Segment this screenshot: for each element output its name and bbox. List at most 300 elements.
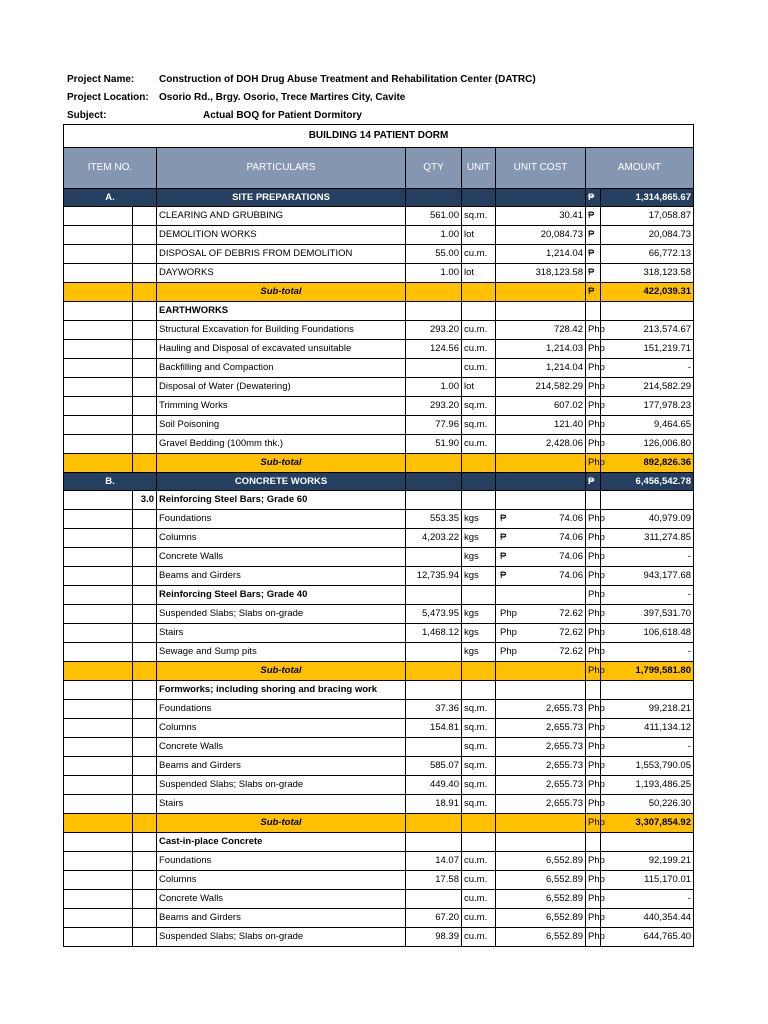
- unit-cost-value: 2,655.73: [546, 741, 583, 752]
- amount-currency: Php: [586, 340, 601, 359]
- group-heading-row: [64, 491, 694, 510]
- qty-cell: [406, 833, 462, 852]
- amount-currency: Php: [586, 529, 601, 548]
- amount-currency: Php: [586, 757, 601, 776]
- item-no-cell: [64, 605, 133, 624]
- particular: Suspended Slabs; Slabs on-grade: [157, 776, 406, 795]
- amount-currency: [586, 833, 601, 852]
- col-item-no: ITEM NO.: [64, 148, 157, 189]
- sub-item-cell: [133, 226, 157, 245]
- item-no-cell: [64, 302, 133, 321]
- particular: Hauling and Disposal of excavated unsuitable: [157, 340, 406, 359]
- sub-item-cell: [133, 700, 157, 719]
- section-item-no: A.: [64, 189, 157, 207]
- amount: -: [601, 359, 694, 378]
- sub-item-number: [133, 833, 157, 852]
- group-heading-row: [64, 586, 694, 605]
- project-location: Osorio Rd., Brgy. Osorio, Trece Martires City, Cavite: [159, 92, 406, 103]
- item-no-cell: [64, 548, 133, 567]
- unit-cost-currency: Php: [500, 627, 517, 638]
- amount: -: [601, 548, 694, 567]
- sub-item-cell: [133, 662, 157, 681]
- table-row: [64, 776, 694, 795]
- unit: sq.m.: [462, 416, 496, 435]
- project-name-label: Project Name:: [67, 74, 135, 85]
- amount-currency: ₱: [586, 226, 601, 245]
- qty: 77.96: [406, 416, 462, 435]
- qty: 5,473.95: [406, 605, 462, 624]
- unit-cost: [496, 567, 586, 586]
- item-no-cell: [64, 359, 133, 378]
- particular: Concrete Walls: [157, 548, 406, 567]
- section-amount: 1,314,865.67: [601, 189, 694, 207]
- subtotal-amount: 892,826.36: [601, 454, 694, 473]
- table-row: [64, 928, 694, 947]
- item-no-cell: [64, 340, 133, 359]
- unit-cost-value: 6,552.89: [546, 931, 583, 942]
- qty: 4,203.22: [406, 529, 462, 548]
- unit: lot: [462, 226, 496, 245]
- sub-item-number: [133, 681, 157, 700]
- unit: kgs: [462, 510, 496, 529]
- sub-item-cell: [133, 264, 157, 283]
- sub-item-number: [133, 302, 157, 321]
- amount-currency: [586, 681, 601, 700]
- section-item-no: B.: [64, 473, 157, 491]
- unit-cost-value: 1,214.04: [546, 248, 583, 259]
- particular: Columns: [157, 719, 406, 738]
- amount: 40,979.09: [601, 510, 694, 529]
- table-row: [64, 245, 694, 264]
- unit: cu.m.: [462, 359, 496, 378]
- amount: 440,354.44: [601, 909, 694, 928]
- unit-cost-value: 2,655.73: [546, 798, 583, 809]
- particular: Beams and Girders: [157, 567, 406, 586]
- amount-currency: Php: [586, 624, 601, 643]
- sub-item-cell: [133, 454, 157, 473]
- particular: Suspended Slabs; Slabs on-grade: [157, 605, 406, 624]
- boq-table: [63, 124, 694, 947]
- unit: sq.m.: [462, 719, 496, 738]
- table-title: BUILDING 14 PATIENT DORM: [64, 125, 694, 148]
- group-heading-row: [64, 302, 694, 321]
- group-heading: EARTHWORKS: [157, 302, 406, 321]
- qty: 1,468.12: [406, 624, 462, 643]
- qty-cell: [406, 662, 462, 681]
- sub-item-cell: [133, 510, 157, 529]
- qty: 98.39: [406, 928, 462, 947]
- particular: Foundations: [157, 700, 406, 719]
- unit-cost-currency: ₱: [500, 513, 507, 524]
- table-row: [64, 567, 694, 586]
- item-no-cell: [64, 833, 133, 852]
- qty: 55.00: [406, 245, 462, 264]
- table-title-row: [64, 125, 694, 148]
- unit-cost-value: 72.62: [559, 608, 583, 619]
- subtotal-label: Sub-total: [157, 454, 406, 473]
- unit: kgs: [462, 529, 496, 548]
- table-row: [64, 700, 694, 719]
- sub-item-cell: [133, 871, 157, 890]
- particular: Concrete Walls: [157, 890, 406, 909]
- table-row: [64, 852, 694, 871]
- unit-cost-cell: [496, 681, 586, 700]
- qty: 154.81: [406, 719, 462, 738]
- amount: 214,582.29: [601, 378, 694, 397]
- sub-item-cell: [133, 378, 157, 397]
- amount: 17,058.87: [601, 207, 694, 226]
- qty-cell: [406, 491, 462, 510]
- unit-cost-value: 74.06: [559, 570, 583, 581]
- amount-currency: Php: [586, 928, 601, 947]
- unit-cost-value: 214,582.29: [535, 381, 583, 392]
- qty: 17.58: [406, 871, 462, 890]
- table-row: [64, 397, 694, 416]
- section-title: CONCRETE WORKS: [157, 473, 406, 491]
- item-no-cell: [64, 814, 133, 833]
- unit: lot: [462, 378, 496, 397]
- qty: 1.00: [406, 378, 462, 397]
- table-row: [64, 624, 694, 643]
- qty: 124.56: [406, 340, 462, 359]
- item-no-cell: [64, 909, 133, 928]
- amount: -: [601, 643, 694, 662]
- qty-cell: [406, 189, 462, 207]
- unit-cell: [462, 491, 496, 510]
- unit: sq.m.: [462, 207, 496, 226]
- particular: Disposal of Water (Dewatering): [157, 378, 406, 397]
- qty: [406, 359, 462, 378]
- qty: 585.07: [406, 757, 462, 776]
- unit: sq.m.: [462, 700, 496, 719]
- amount-currency: Php: [586, 795, 601, 814]
- particular: Beams and Girders: [157, 757, 406, 776]
- amount-currency: Php: [586, 852, 601, 871]
- table-row: [64, 378, 694, 397]
- particular: Stairs: [157, 795, 406, 814]
- unit-cell: [462, 833, 496, 852]
- unit: cu.m.: [462, 435, 496, 454]
- qty-cell: [406, 586, 462, 605]
- unit: cu.m.: [462, 890, 496, 909]
- amount: -: [601, 738, 694, 757]
- amount: 92,199.21: [601, 852, 694, 871]
- qty-cell: [406, 283, 462, 302]
- qty: 293.20: [406, 321, 462, 340]
- amount: 213,574.67: [601, 321, 694, 340]
- unit-cost: [496, 890, 586, 909]
- unit-cost-value: 1,214.04: [546, 362, 583, 373]
- amount: 115,170.01: [601, 871, 694, 890]
- unit-cost: [496, 624, 586, 643]
- unit-cost: [496, 909, 586, 928]
- unit-cost-currency: ₱: [500, 551, 507, 562]
- amount-currency: ₱: [586, 207, 601, 226]
- sub-item-cell: [133, 397, 157, 416]
- group-heading: Reinforcing Steel Bars; Grade 60: [157, 491, 406, 510]
- subtotal-amount: 1,799,581.80: [601, 662, 694, 681]
- subtotal-label: Sub-total: [157, 814, 406, 833]
- unit: sq.m.: [462, 776, 496, 795]
- qty: 553.35: [406, 510, 462, 529]
- unit-cost-value: 607.02: [553, 400, 583, 411]
- amount-currency: Php: [586, 643, 601, 662]
- group-heading: Reinforcing Steel Bars; Grade 40: [157, 586, 406, 605]
- item-no-cell: [64, 681, 133, 700]
- sub-item-cell: [133, 435, 157, 454]
- amount: 411,134.12: [601, 719, 694, 738]
- unit: cu.m.: [462, 928, 496, 947]
- unit-cost-cell: [496, 833, 586, 852]
- qty: 561.00: [406, 207, 462, 226]
- item-no-cell: [64, 776, 133, 795]
- unit-cost: [496, 719, 586, 738]
- section-row: [64, 189, 694, 207]
- col-unit-cost: UNIT COST: [496, 148, 586, 189]
- unit: lot: [462, 264, 496, 283]
- unit-cost-cell: [496, 302, 586, 321]
- section-amount: 6,456,542.78: [601, 473, 694, 491]
- sub-item-cell: [133, 738, 157, 757]
- amount-currency: Php: [586, 510, 601, 529]
- amount-cell: -: [601, 586, 694, 605]
- table-row: [64, 207, 694, 226]
- item-no-cell: [64, 529, 133, 548]
- qty-cell: [406, 454, 462, 473]
- unit-cost: [496, 207, 586, 226]
- unit-cost: [496, 776, 586, 795]
- subtotal-label: Sub-total: [157, 662, 406, 681]
- item-no-cell: [64, 871, 133, 890]
- sub-item-cell: [133, 283, 157, 302]
- item-no-cell: [64, 264, 133, 283]
- table-row: [64, 435, 694, 454]
- amount: 20,084.73: [601, 226, 694, 245]
- subtotal-amount: 422,039.31: [601, 283, 694, 302]
- sub-item-cell: [133, 643, 157, 662]
- table-row: [64, 795, 694, 814]
- unit-cost: [496, 321, 586, 340]
- sub-item-cell: [133, 928, 157, 947]
- sub-item-cell: [133, 548, 157, 567]
- unit-cost-value: 1,214.03: [546, 343, 583, 354]
- unit-cost: [496, 738, 586, 757]
- unit-cost-cell: [496, 814, 586, 833]
- qty: 37.36: [406, 700, 462, 719]
- unit-cost-value: 2,655.73: [546, 722, 583, 733]
- sub-item-cell: [133, 529, 157, 548]
- amount-currency: ₱: [586, 245, 601, 264]
- particular: Foundations: [157, 852, 406, 871]
- item-no-cell: [64, 624, 133, 643]
- group-heading-row: [64, 681, 694, 700]
- item-no-cell: [64, 378, 133, 397]
- item-no-cell: [64, 852, 133, 871]
- col-amount: AMOUNT: [586, 148, 694, 189]
- unit-cost: [496, 871, 586, 890]
- amount-currency: Php: [586, 909, 601, 928]
- amount-cell: [601, 833, 694, 852]
- qty-cell: [406, 681, 462, 700]
- unit-cost: [496, 397, 586, 416]
- unit-cost-currency: Php: [500, 608, 517, 619]
- amount: 397,531.70: [601, 605, 694, 624]
- table-row: [64, 510, 694, 529]
- item-no-cell: [64, 586, 133, 605]
- particular: Backfilling and Compaction: [157, 359, 406, 378]
- amount-currency: Php: [586, 454, 601, 473]
- amount: 106,618.48: [601, 624, 694, 643]
- qty: [406, 548, 462, 567]
- unit: sq.m.: [462, 795, 496, 814]
- unit: cu.m.: [462, 245, 496, 264]
- amount: 50,226.30: [601, 795, 694, 814]
- sub-item-cell: [133, 605, 157, 624]
- unit-cost-currency: ₱: [500, 532, 507, 543]
- item-no-cell: [64, 397, 133, 416]
- amount-currency: [586, 302, 601, 321]
- amount-currency: [586, 491, 601, 510]
- amount: 66,772.13: [601, 245, 694, 264]
- item-no-cell: [64, 491, 133, 510]
- unit-cost: [496, 340, 586, 359]
- table-row: [64, 321, 694, 340]
- particular: CLEARING AND GRUBBING: [157, 207, 406, 226]
- table-row: [64, 529, 694, 548]
- amount-currency: Php: [586, 416, 601, 435]
- unit-cost: [496, 548, 586, 567]
- unit: kgs: [462, 624, 496, 643]
- subtotal-row: [64, 662, 694, 681]
- group-heading: Cast-in-place Concrete: [157, 833, 406, 852]
- amount-currency: Php: [586, 871, 601, 890]
- unit-cost: [496, 435, 586, 454]
- sub-item-cell: [133, 776, 157, 795]
- amount-currency: Php: [586, 321, 601, 340]
- unit-cost-value: 6,552.89: [546, 912, 583, 923]
- unit-cost-currency: ₱: [500, 570, 507, 581]
- qty-cell: [406, 302, 462, 321]
- unit-cell: [462, 473, 496, 491]
- qty: 67.20: [406, 909, 462, 928]
- sub-item-cell: [133, 245, 157, 264]
- sub-item-cell: [133, 416, 157, 435]
- subtotal-row: [64, 454, 694, 473]
- amount-currency: ₱: [586, 189, 601, 207]
- unit-cost-cell: [496, 454, 586, 473]
- unit: sq.m.: [462, 757, 496, 776]
- unit: sq.m.: [462, 397, 496, 416]
- amount: 99,218.21: [601, 700, 694, 719]
- item-no-cell: [64, 226, 133, 245]
- unit-cost: [496, 795, 586, 814]
- amount-cell: [601, 681, 694, 700]
- qty: 12,735.94: [406, 567, 462, 586]
- particular: Stairs: [157, 624, 406, 643]
- unit-cell: [462, 814, 496, 833]
- unit-cost-value: 2,655.73: [546, 779, 583, 790]
- sub-item-cell: [133, 757, 157, 776]
- particular: Sewage and Sump pits: [157, 643, 406, 662]
- unit-cost-value: 121.40: [553, 419, 583, 430]
- table-row: [64, 605, 694, 624]
- section-row: [64, 473, 694, 491]
- unit-cost: [496, 605, 586, 624]
- table-row: [64, 643, 694, 662]
- amount-currency: Php: [586, 719, 601, 738]
- table-row: [64, 264, 694, 283]
- particular: Suspended Slabs; Slabs on-grade: [157, 928, 406, 947]
- table-row: [64, 757, 694, 776]
- unit-cell: [462, 681, 496, 700]
- unit: kgs: [462, 548, 496, 567]
- unit-cost-value: 6,552.89: [546, 855, 583, 866]
- unit-cost-value: 72.62: [559, 627, 583, 638]
- unit-cost: [496, 852, 586, 871]
- unit-cost-value: 6,552.89: [546, 893, 583, 904]
- sub-item-cell: [133, 321, 157, 340]
- particular: Columns: [157, 529, 406, 548]
- particular: Trimming Works: [157, 397, 406, 416]
- qty: [406, 890, 462, 909]
- unit: cu.m.: [462, 909, 496, 928]
- unit: cu.m.: [462, 340, 496, 359]
- unit-cost: [496, 529, 586, 548]
- particular: DEMOLITION WORKS: [157, 226, 406, 245]
- table-row: [64, 226, 694, 245]
- project-location-label: Project Location:: [67, 92, 149, 103]
- qty: 18.91: [406, 795, 462, 814]
- amount: 1,193,486.25: [601, 776, 694, 795]
- amount: 943,177.68: [601, 567, 694, 586]
- unit-cost-value: 318,123.58: [535, 267, 583, 278]
- unit-cost-value: 74.06: [559, 513, 583, 524]
- amount-currency: ₱: [586, 283, 601, 302]
- column-header-row: [64, 148, 694, 189]
- amount-currency: Php: [586, 662, 601, 681]
- amount-currency: Php: [586, 738, 601, 757]
- qty-cell: [406, 473, 462, 491]
- unit-cost: [496, 226, 586, 245]
- unit-cost-value: 6,552.89: [546, 874, 583, 885]
- unit-cost-value: 74.06: [559, 532, 583, 543]
- unit-cost-cell: [496, 473, 586, 491]
- group-heading-row: [64, 833, 694, 852]
- item-no-cell: [64, 416, 133, 435]
- unit-cost-value: 2,655.73: [546, 703, 583, 714]
- table-row: [64, 359, 694, 378]
- item-no-cell: [64, 435, 133, 454]
- unit-cost: [496, 245, 586, 264]
- item-no-cell: [64, 454, 133, 473]
- unit-cost-value: 72.62: [559, 646, 583, 657]
- amount: 126,006.80: [601, 435, 694, 454]
- unit: kgs: [462, 605, 496, 624]
- section-title: SITE PREPARATIONS: [157, 189, 406, 207]
- qty: 293.20: [406, 397, 462, 416]
- qty-cell: [406, 814, 462, 833]
- unit-cost-value: 728.42: [553, 324, 583, 335]
- item-no-cell: [64, 757, 133, 776]
- sub-item-cell: [133, 567, 157, 586]
- particular: Beams and Girders: [157, 909, 406, 928]
- unit-cell: [462, 586, 496, 605]
- unit: kgs: [462, 643, 496, 662]
- project-name: Construction of DOH Drug Abuse Treatment and Rehabilitation Center (DATRC): [159, 74, 536, 85]
- unit-cost-value: 2,428.06: [546, 438, 583, 449]
- col-qty: QTY: [406, 148, 462, 189]
- unit-cost-cell: [496, 662, 586, 681]
